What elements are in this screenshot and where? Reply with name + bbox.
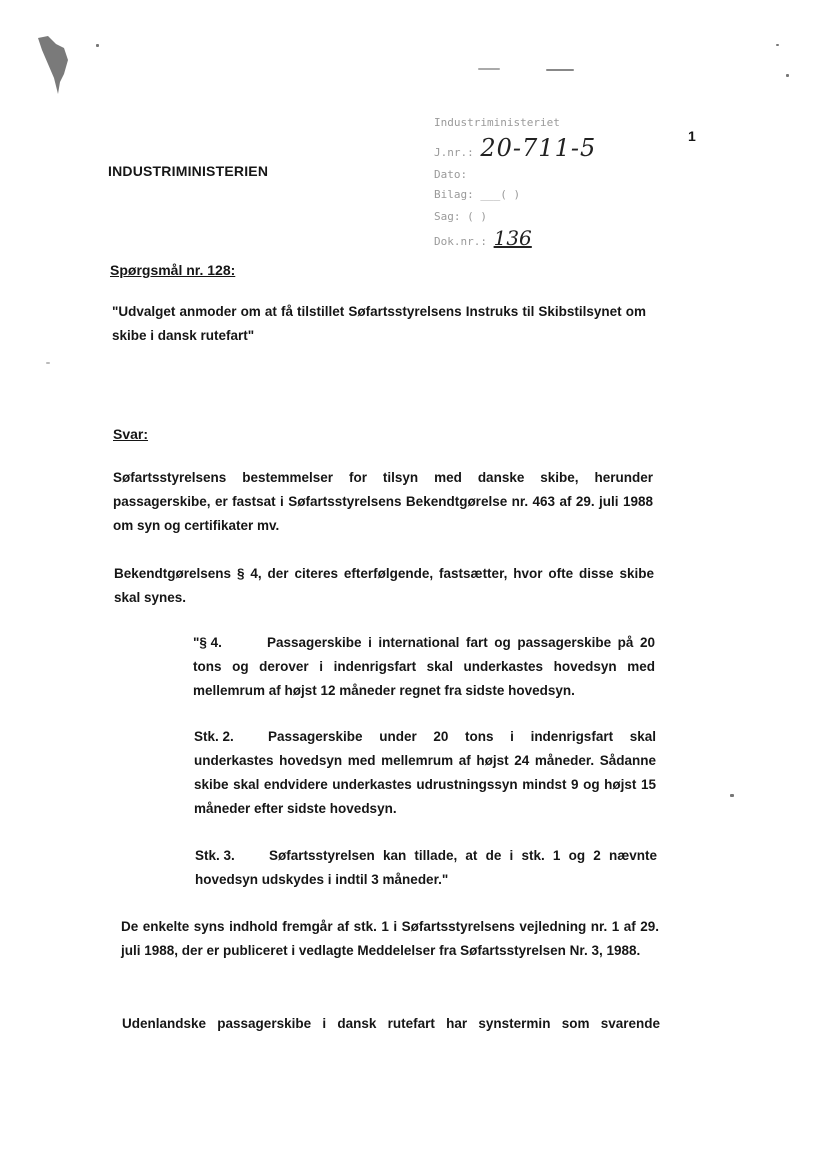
quote-section-4 [193, 631, 655, 703]
paragraph-4: Udenlandske passagerskibe i dansk rutefart har synstermin som svarende [122, 1016, 660, 1031]
question-heading: Spørgsmål nr. 128: [110, 262, 236, 278]
page-number: 1 [688, 128, 696, 144]
stamp-jnr-value: 20-711-5 [480, 134, 597, 162]
quote-section-4-text: Passagerskibe i international fart og passagerskibe på 20 tons og derover i indenrigsfart skal underkastes hovedsyn med mellemrum af højst 12 måneder regnet fra sidste hovedsyn. [193, 635, 655, 698]
scan-artifact-icon [34, 34, 74, 96]
question-text: "Udvalget anmoder om at få tilstillet Søfartsstyrelsens Instruks til Skibstilsynet om skibe i dansk rutefart" [112, 304, 646, 343]
stamp-line-ministry: Industriministeriet [434, 116, 560, 129]
scan-speck [776, 44, 779, 46]
stamp-line-date: Dato: [434, 168, 468, 181]
scan-speck [546, 69, 574, 71]
scan-speck [786, 74, 789, 77]
quote-stk-2-label: Stk. 2. [194, 729, 234, 744]
paragraph-2: Bekendtgørelsens § 4, der citeres efterfølgende, fastsætter, hvor ofte disse skibe skal synes. [114, 566, 654, 605]
scan-speck [46, 362, 50, 364]
quote-stk-3-label: Stk. 3. [195, 848, 235, 863]
scan-speck [730, 794, 734, 797]
stamp-jnr-label: J.nr.: [434, 146, 474, 159]
quote-stk-2 [194, 725, 656, 821]
stamp-doknr-label: Dok.nr.: [434, 235, 487, 248]
paragraph-3: De enkelte syns indhold fremgår af stk. 1 i Søfartsstyrelsens vejledning nr. 1 af 29. juli 1988, der er publiceret i vedlagte Meddelelser fra Søfartsstyrelsen Nr. 3, 1988. [121, 919, 659, 958]
stamp-line-doknr [434, 226, 532, 250]
stamp-line-bilag: Bilag: ___( ) [434, 188, 521, 201]
scan-speck [478, 68, 500, 70]
registry-stamp [430, 110, 670, 255]
quote-stk-3-text: Søfartsstyrelsen kan tillade, at de i stk. 1 og 2 nævnte hovedsyn udskydes i indtil 3 måneder." [195, 848, 657, 887]
answer-heading: Svar: [113, 426, 149, 442]
quote-section-4-label: "§ 4. [193, 635, 222, 650]
stamp-line-sag: Sag: ( ) [434, 210, 487, 223]
stamp-doknr-value: 136 [493, 226, 532, 250]
quote-stk-3 [195, 844, 657, 892]
paragraph-1: Søfartsstyrelsens bestemmelser for tilsyn med danske skibe, herunder passagerskibe, er fastsat i Søfartsstyrelsens Bekendtgørelse nr. 463 af 29. juli 1988 om syn og certifikater mv. [113, 470, 653, 533]
scan-speck [96, 44, 99, 47]
stamp-line-jnr [434, 134, 596, 162]
quote-stk-2-text: Passagerskibe under 20 tons i indenrigsfart skal underkastes hovedsyn med mellemrum af højst 24 måneder. Sådanne skibe skal endvidere underkastes udrustningssyn mindst 9 og højst 15 måneder efter sidste hovedsyn. [194, 729, 656, 816]
ministry-name: INDUSTRIMINISTERIEN [108, 163, 269, 179]
